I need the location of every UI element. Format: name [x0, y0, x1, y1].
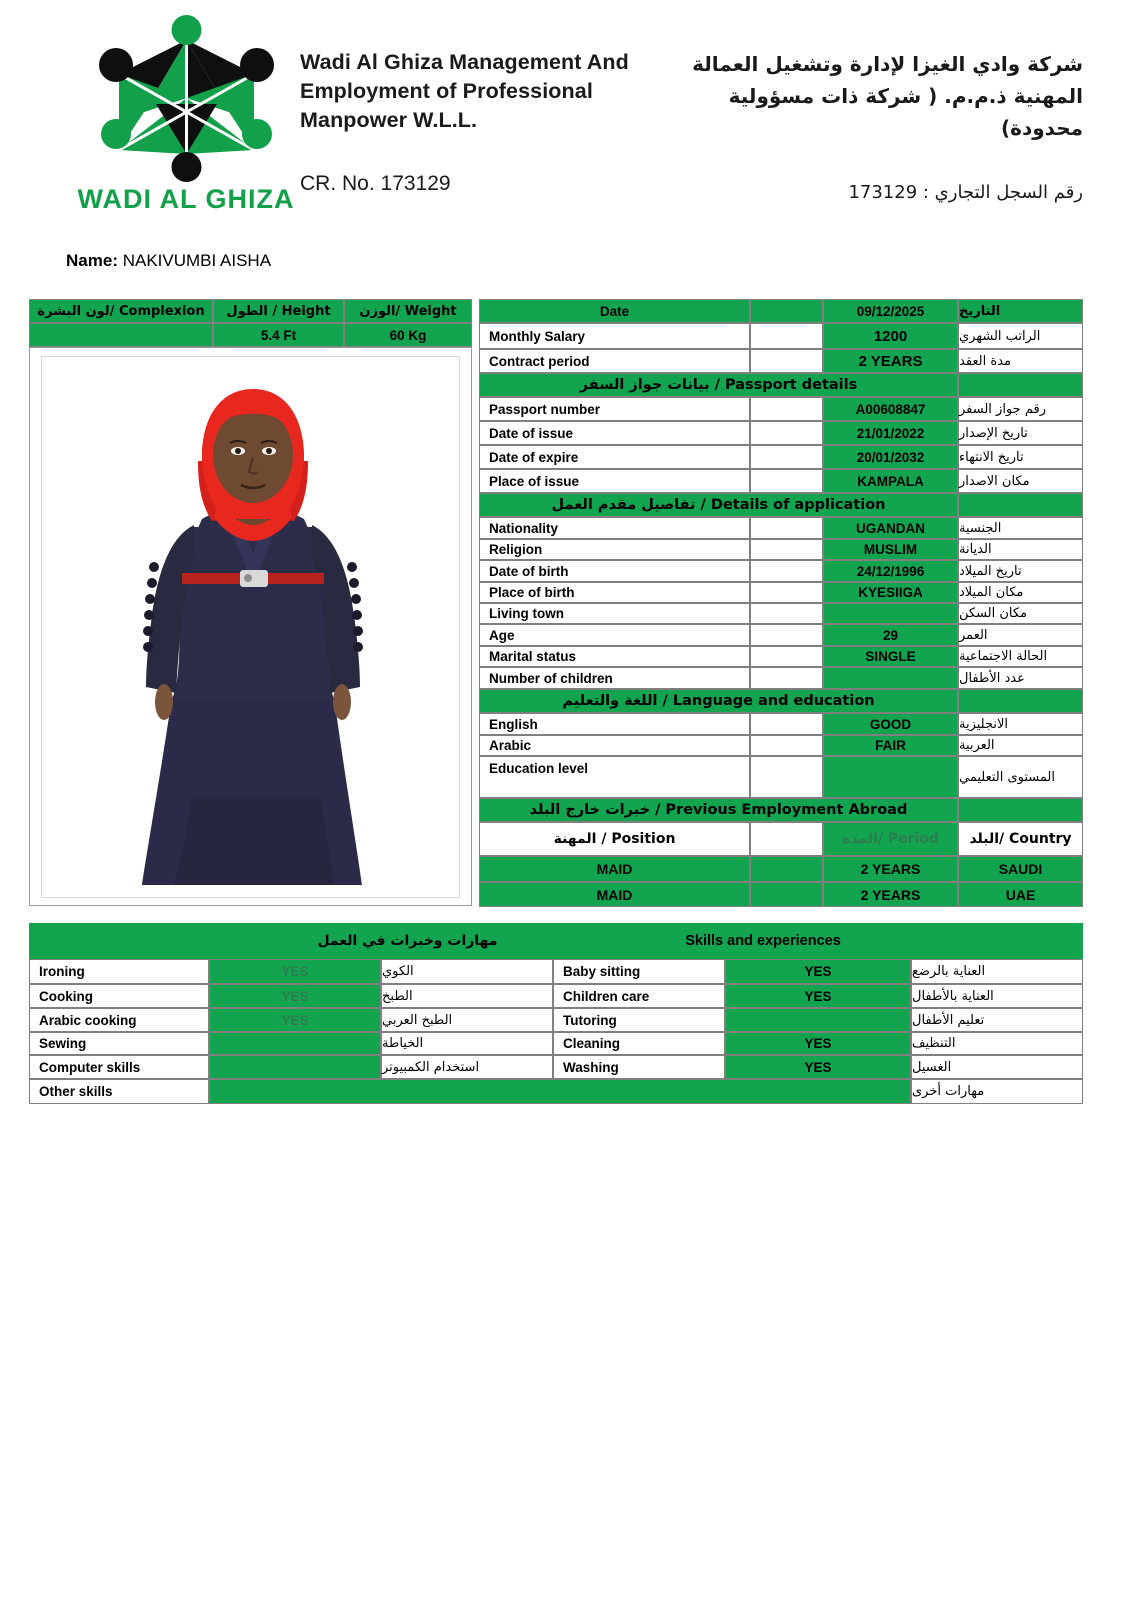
religion-label-arabic: الديانة — [958, 539, 1083, 560]
marital-status-spacer — [750, 646, 823, 667]
english-spacer — [750, 713, 823, 735]
employment-row-1-spacer — [750, 856, 823, 882]
employment-header-spacer — [750, 822, 823, 856]
weight-value: 60 Kg — [344, 323, 472, 347]
age-label: Age — [479, 624, 750, 646]
skill-cooking-label-arabic: الطبخ — [381, 984, 553, 1008]
marital-status-value: SINGLE — [823, 646, 958, 667]
place-of-issue-spacer — [750, 469, 823, 493]
living-town-label-arabic: مكان السكن — [958, 603, 1083, 624]
passport-number-value: A00608847 — [823, 397, 958, 421]
date-of-issue-label: Date of issue — [479, 421, 750, 445]
english-label-arabic: الانجليزية — [958, 713, 1083, 735]
weight-header: Weight /الوزن — [344, 299, 472, 323]
english-value: GOOD — [823, 713, 958, 735]
place-of-birth-spacer — [750, 582, 823, 603]
religion-label: Religion — [479, 539, 750, 560]
skill-cooking-value: YES — [209, 984, 381, 1008]
number-of-children-label: Number of children — [479, 667, 750, 689]
passport-number-label: Passport number — [479, 397, 750, 421]
skill-baby-sitting-label: Baby sitting — [553, 959, 725, 984]
monthly-salary-value: 1200 — [823, 323, 958, 349]
company-logo — [62, 12, 310, 222]
arabic-spacer — [750, 735, 823, 756]
skill-children-care-label: Children care — [553, 984, 725, 1008]
skill-computer-label: Computer skills — [29, 1055, 209, 1079]
nationality-spacer — [750, 517, 823, 539]
place-of-issue-label-arabic: مكان الاصدار — [958, 469, 1083, 493]
date-of-issue-value: 21/01/2022 — [823, 421, 958, 445]
english-label: English — [479, 713, 750, 735]
cr-number-arabic: رقم السجل التجاري : 173129 — [848, 182, 1083, 203]
skill-arabic-cooking-value: YES — [209, 1008, 381, 1032]
skill-arabic-cooking-label: Arabic cooking — [29, 1008, 209, 1032]
applicant-name-row — [66, 251, 271, 271]
company-name-arabic-line-1: شركة وادي الغيزا لإدارة وتشغيل العمالة — [692, 52, 1083, 76]
language-section-title-spacer — [958, 689, 1083, 713]
passport-number-spacer — [750, 397, 823, 421]
date-of-birth-value: 24/12/1996 — [823, 560, 958, 582]
contract-period-spacer — [750, 349, 823, 373]
skill-washing-label-arabic: الغسيل — [911, 1055, 1083, 1079]
skill-washing-value: YES — [725, 1055, 911, 1079]
age-value: 29 — [823, 624, 958, 646]
complexion-value — [29, 323, 213, 347]
monthly-salary-label: Monthly Salary — [479, 323, 750, 349]
nationality-label-arabic: الجنسية — [958, 517, 1083, 539]
other-skills-value — [209, 1079, 911, 1104]
arabic-label: Arabic — [479, 735, 750, 756]
nationality-label: Nationality — [479, 517, 750, 539]
employment-row-1-period: 2 YEARS — [823, 856, 958, 882]
skill-ironing-label: Ironing — [29, 959, 209, 984]
skill-computer-label-arabic: استخدام الكمبيوتر — [381, 1055, 553, 1079]
employment-section-title: Previous Employment Abroad / خبرات خارج البلد — [479, 798, 958, 822]
skills-title-band — [29, 923, 1083, 959]
education-level-spacer — [750, 756, 823, 798]
living-town-value — [823, 603, 958, 624]
skill-cleaning-label: Cleaning — [553, 1032, 725, 1055]
company-name-english — [300, 48, 680, 135]
date-of-issue-spacer — [750, 421, 823, 445]
applicant-photo — [41, 356, 460, 898]
application-section-title-spacer — [958, 493, 1083, 517]
skill-arabic-cooking-label-arabic: الطبخ العربي — [381, 1008, 553, 1032]
date-label-arabic: التاريخ — [958, 299, 1083, 323]
applicant-name-value: NAKIVUMBI AISHA — [122, 251, 272, 270]
company-name-arabic — [663, 48, 1083, 144]
date-of-expire-spacer — [750, 445, 823, 469]
arabic-label-arabic: العربية — [958, 735, 1083, 756]
company-name-line-1: Wadi Al Ghiza Management And — [300, 50, 629, 74]
number-of-children-label-arabic: عدد الأطفال — [958, 667, 1083, 689]
date-of-expire-value: 20/01/2032 — [823, 445, 958, 469]
employment-row-1-position: MAID — [479, 856, 750, 882]
contract-period-label-arabic: مدة العقد — [958, 349, 1083, 373]
age-label-arabic: العمر — [958, 624, 1083, 646]
employment-period-header: Period /المدة — [823, 822, 958, 856]
skills-title-english: Skills and experiences — [685, 933, 841, 949]
height-value: 5.4 Ft — [213, 323, 344, 347]
date-of-birth-label: Date of birth — [479, 560, 750, 582]
living-town-spacer — [750, 603, 823, 624]
skill-ironing-label-arabic: الكوي — [381, 959, 553, 984]
religion-spacer — [750, 539, 823, 560]
company-name-line-3: Manpower W.L.L. — [300, 108, 478, 132]
company-name-line-2: Employment of Professional — [300, 79, 593, 103]
employment-row-2-country: UAE — [958, 882, 1083, 907]
passport-section-title: Passport details / بيانات جواز السفر — [479, 373, 958, 397]
number-of-children-value — [823, 667, 958, 689]
date-of-expire-label-arabic: تاريخ الانتهاء — [958, 445, 1083, 469]
language-section-title: Language and education / اللغة والتعليم — [479, 689, 958, 713]
height-header: Height / الطول — [213, 299, 344, 323]
monthly-salary-label-arabic: الراتب الشهري — [958, 323, 1083, 349]
date-of-issue-label-arabic: تاريخ الإصدار — [958, 421, 1083, 445]
date-of-expire-label: Date of expire — [479, 445, 750, 469]
skill-cleaning-value: YES — [725, 1032, 911, 1055]
applicant-name-separator: : — [112, 251, 118, 270]
passport-section-title-spacer — [958, 373, 1083, 397]
education-level-label: Education level — [479, 756, 750, 798]
date-of-birth-label-arabic: تاريخ الميلاد — [958, 560, 1083, 582]
date-label: Date — [479, 299, 750, 323]
skill-baby-sitting-value: YES — [725, 959, 911, 984]
skill-tutoring-label-arabic: تعليم الأطفال — [911, 1008, 1083, 1032]
photo-frame — [29, 347, 472, 906]
number-of-children-spacer — [750, 667, 823, 689]
skill-baby-sitting-label-arabic: العناية بالرضع — [911, 959, 1083, 984]
date-value: 09/12/2025 — [823, 299, 958, 323]
skill-sewing-label-arabic: الخياطة — [381, 1032, 553, 1055]
skill-children-care-value: YES — [725, 984, 911, 1008]
place-of-birth-value: KYESIIGA — [823, 582, 958, 603]
arabic-value: FAIR — [823, 735, 958, 756]
skill-ironing-value: YES — [209, 959, 381, 984]
complexion-header: Complexion /لون البشرة — [29, 299, 213, 323]
skill-children-care-label-arabic: العناية بالأطفال — [911, 984, 1083, 1008]
contract-period-value: 2 YEARS — [823, 349, 958, 373]
employment-row-2-position: MAID — [479, 882, 750, 907]
other-skills-label-arabic: مهارات أخرى — [911, 1079, 1083, 1104]
place-of-birth-label: Place of birth — [479, 582, 750, 603]
skill-tutoring-label: Tutoring — [553, 1008, 725, 1032]
application-section-title: Details of application / تفاصيل مقدم العمل — [479, 493, 958, 517]
employment-country-header: Country /البلد — [958, 822, 1083, 856]
marital-status-label: Marital status — [479, 646, 750, 667]
education-level-value — [823, 756, 958, 798]
company-name-arabic-line-2: المهنية ذ.م.م. ( شركة ذات مسؤولية — [728, 84, 1083, 108]
other-skills-label: Other skills — [29, 1079, 209, 1104]
employment-section-title-spacer — [958, 798, 1083, 822]
skills-title-arabic: مهارات وخبرات في العمل — [317, 933, 498, 949]
employment-position-header: Position / المهنة — [479, 822, 750, 856]
skill-computer-value — [209, 1055, 381, 1079]
living-town-label: Living town — [479, 603, 750, 624]
wadi-al-ghiza-emblem-icon — [94, 12, 279, 182]
skill-tutoring-value — [725, 1008, 911, 1032]
contract-period-label: Contract period — [479, 349, 750, 373]
date-of-birth-spacer — [750, 560, 823, 582]
marital-status-label-arabic: الحالة الاجتماعية — [958, 646, 1083, 667]
skill-washing-label: Washing — [553, 1055, 725, 1079]
monthly-salary-spacer — [750, 323, 823, 349]
place-of-issue-value: KAMPALA — [823, 469, 958, 493]
employment-row-2-spacer — [750, 882, 823, 907]
skill-sewing-value — [209, 1032, 381, 1055]
place-of-issue-label: Place of issue — [479, 469, 750, 493]
skill-sewing-label: Sewing — [29, 1032, 209, 1055]
passport-number-label-arabic: رقم جواز السفر — [958, 397, 1083, 421]
employment-row-2-period: 2 YEARS — [823, 882, 958, 907]
skill-cleaning-label-arabic: التنظيف — [911, 1032, 1083, 1055]
education-level-label-arabic: المستوى التعليمي — [958, 756, 1083, 798]
skill-cooking-label: Cooking — [29, 984, 209, 1008]
employment-row-1-country: SAUDI — [958, 856, 1083, 882]
logo-wordmark: WADI AL GHIZA — [77, 184, 295, 214]
date-spacer — [750, 299, 823, 323]
applicant-name-label: Name — [66, 251, 113, 270]
age-spacer — [750, 624, 823, 646]
nationality-value: UGANDAN — [823, 517, 958, 539]
place-of-birth-label-arabic: مكان الميلاد — [958, 582, 1083, 603]
document-header — [0, 0, 1131, 235]
religion-value: MUSLIM — [823, 539, 958, 560]
cr-number-english: CR. No. 173129 — [300, 172, 451, 195]
company-name-arabic-line-3: محدودة) — [1001, 116, 1083, 140]
